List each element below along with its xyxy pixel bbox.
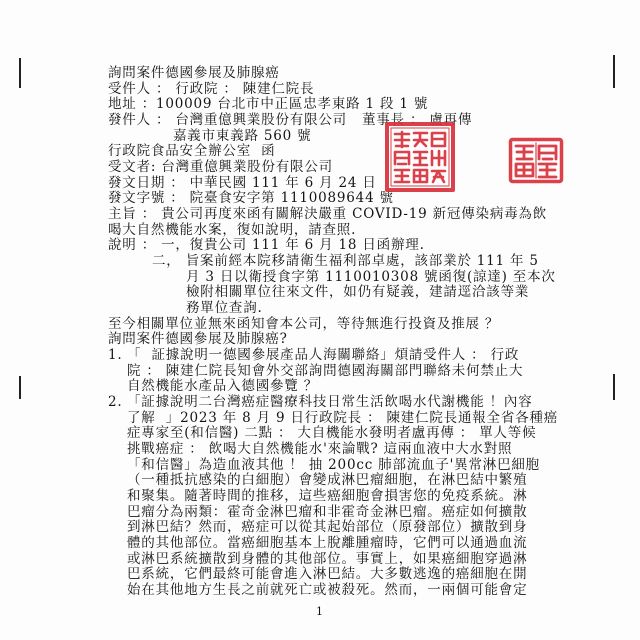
evidence-line: 或淋巴系統擴散到身體的其他部位。事實上，如果癌細胞穿過淋 [127, 551, 528, 567]
evidence-line: 體的其他部位。當癌細胞基本上脫離腫瘤時，它們可以通過血流 [127, 535, 528, 551]
evidence-number: 2. [108, 394, 123, 410]
evidence-line: 巴瘤分為兩類：霍奇金淋巴瘤和非霍奇金淋巴瘤。癌症如何擴散 [127, 504, 528, 520]
letter-date: 發文日期 ： 中華民國 111 年 6 月 24 日 [108, 175, 377, 191]
evidence-line: 「証據說明二台灣癌症醫療科技日常生活飲喝水代謝機能 ！內容 [127, 394, 533, 410]
letter-subject-line: 主旨 ： 貴公司再度來函有關解決嚴重 COVID-19 新冠傳染病毒為飲 [108, 206, 548, 222]
scan-edge-mark [613, 55, 615, 88]
letter-explanation-2-line: 務單位查詢. [186, 300, 263, 316]
official-seal-large [384, 121, 456, 193]
address-line: 地址 ：100009 台北市中正區忠孝東路 1 段 1 號 [108, 96, 429, 112]
scan-edge-mark [19, 376, 21, 399]
evidence-number: 1. [108, 347, 123, 363]
evidence-line: 自然機能水產品入德國參覽 ？ [127, 378, 318, 394]
evidence-line: 「和信醫」為造血液其他 ！ 抽 200cc 肺部流血子'異常淋巴細胞 [127, 457, 540, 473]
letter-subject-line: 喝大自然機能水案，復如說明，請查照. [108, 222, 357, 238]
sender-address-line: 嘉義市東義路 560 號 [173, 128, 312, 144]
personal-seal-small [508, 137, 564, 184]
letter-addressee: 受文者: 台灣重億興業股份有限公司 [108, 159, 333, 175]
evidence-line: 「 証據說明一德國參展產品人海關聯絡」煩請受件人 ： 行政 [127, 347, 520, 363]
evidence-line: 院 ： 陳建仁院長知會外交部詢問德國海關部門聯絡未何禁止大 [127, 363, 524, 379]
letter-explanation-2-line: 檢附相關單位往來文件，如仍有疑義，建請逕洽該等業 [186, 284, 530, 300]
evidence-line: 到淋巴結？然而，癌症可以從其起始部位（原發部位）擴散到身 [127, 519, 528, 535]
follow-up-status: 至今相關單位並無來函知會本公司，等待無進行投資及推展 ？ [108, 316, 500, 332]
evidence-line: 挑戰癌症 ： 飲喝大自然機能水'來論戰? 這兩血液中大水對照 [127, 441, 513, 457]
document-title: 詢問案件德國參展及肺腺癌 [108, 65, 280, 81]
letter-reference-number: 發文字號 ： 院臺食安字第 1110089644 號 [108, 190, 394, 206]
page-number: 1 [316, 605, 324, 618]
evidence-line: （一種抵抗感染的白細胞）會變成淋巴瘤細胞，在淋巴結中繁殖 [127, 472, 528, 488]
letter-agency: 行政院食品安全辦公室 函 [108, 143, 276, 159]
recipient-line: 受件人 ： 行政院 ： 陳建仁院長 [108, 81, 315, 97]
letter-explanation-2-line: 月 3 日以衛授食字第 1110010308 號函復(諒達) 至本次 [186, 269, 556, 285]
evidence-line: 巴系統，它們最終可能會進入淋巴結。大多數逃逸的癌細胞在開 [127, 566, 528, 582]
evidence-line: 和聚集。隨著時間的推移，這些癌細胞會損害您的免疫系統。淋 [127, 488, 528, 504]
scan-edge-mark [613, 374, 615, 400]
evidence-line: 了解 」2023 年 8 月 9 日行政院長 ： 陳建仁院長通報全省各種癌 [127, 410, 559, 426]
letter-explanation-1: 說明 ： 一，復貴公司 111 年 6 月 18 日函辦理. [108, 237, 425, 253]
sender-line: 發件人 ： 台灣重億興業股份有限公司 [108, 112, 347, 128]
letter-explanation-2-line: 二， 旨案前經本院移請衛生福利部卓處，該部業於 111 年 5 [152, 253, 539, 269]
evidence-line: 始在其他地方生長之前就死亡或被殺死。然而，一兩個可能會定 [127, 582, 528, 598]
evidence-line: 症專家至(和信醫) 二點 ： 大自機能水發明者盧再傳 ： 單人等候 [127, 425, 537, 441]
follow-up-question: 詢問案件德國參展及肺腺癌? [108, 331, 288, 347]
scan-edge-mark [19, 58, 21, 88]
chairman-line: 董事長 ： 盧再傳 [362, 112, 473, 128]
